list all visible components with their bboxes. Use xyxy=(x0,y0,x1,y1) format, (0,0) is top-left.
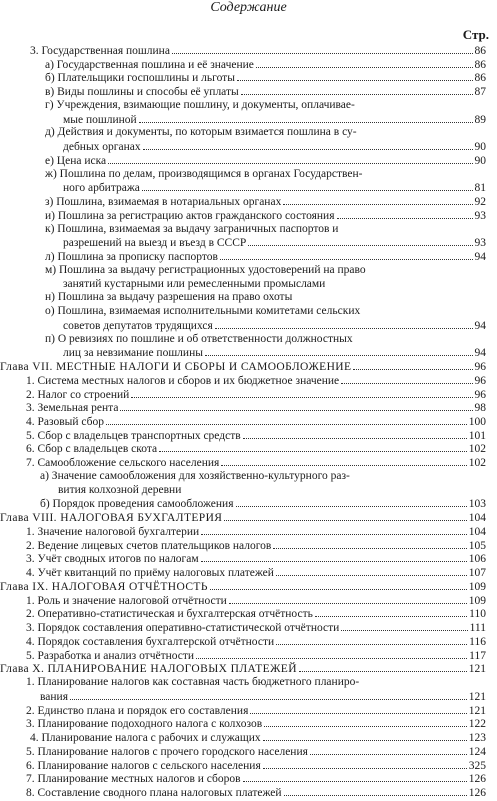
entry-title: 5. Сбор с владельцев транспортных средств xyxy=(26,430,241,442)
chapter-title: Глава IX. НАЛОГОВАЯ ОТЧЁТНОСТЬ xyxy=(0,581,208,593)
leader-dots xyxy=(248,235,472,246)
entry-title: лиц за невзимание пошлины xyxy=(63,347,203,359)
page-number: 98 xyxy=(474,402,486,414)
page-column-label: Стр. xyxy=(462,27,489,42)
toc-entry xyxy=(26,524,486,539)
entry-title: 3. Земельная рента xyxy=(26,402,119,414)
page-number: 92 xyxy=(474,196,486,208)
leader-dots xyxy=(256,57,473,68)
leader-dots xyxy=(263,758,467,769)
entry-title: 6. Планирование налогов с сельского населения xyxy=(26,760,261,772)
leader-dots xyxy=(201,551,467,562)
page-number: 86 xyxy=(474,45,486,57)
leader-dots xyxy=(172,43,473,54)
entry-title-continued: о) Пошлина, взимаемая исполнительными комитетами сельских xyxy=(45,305,361,317)
page-number: 116 xyxy=(469,636,486,648)
toc-entry xyxy=(26,634,486,649)
page-column-label-row xyxy=(0,27,497,42)
page-number: 94 xyxy=(474,320,486,332)
leader-dots xyxy=(264,716,467,727)
leader-dots xyxy=(276,634,467,645)
entry-title: 4. Планирование налога с рабочих и служащих xyxy=(30,732,261,744)
toc-row xyxy=(0,689,497,704)
entry-title: 2. Ведение лицевых счетов плательщиков налогов xyxy=(26,540,272,552)
page-number: 126 xyxy=(468,787,486,799)
toc-row xyxy=(0,441,497,456)
toc-row xyxy=(0,153,497,168)
leader-dots xyxy=(341,373,472,384)
entry-title: вития колхозной деревни xyxy=(58,484,182,496)
entry-title-continued: ж) Пошлина по делам, производящимся в органах Государствен- xyxy=(45,168,363,180)
chapter-heading-row xyxy=(0,661,497,676)
page-number: 102 xyxy=(468,457,486,469)
leader-dots xyxy=(273,538,466,549)
toc-entry xyxy=(30,730,486,745)
entry-title: а) Государственная пошлина и её значение xyxy=(45,59,254,71)
leader-dots xyxy=(224,510,466,521)
toc-entry xyxy=(26,771,486,786)
leader-dots xyxy=(142,180,473,191)
entry-title: 4. Разовый сбор xyxy=(26,416,105,428)
entry-title-continued: г) Учреждения, взимающие пошлину, и документы, оплачивае- xyxy=(45,99,355,111)
page-number: 107 xyxy=(468,567,486,579)
chapter-title: Глава VII. МЕСТНЫЕ НАЛОГИ И СБОРЫ И САМООБЛОЖЕНИЕ xyxy=(0,361,352,373)
page-number: 102 xyxy=(468,443,486,455)
page-number: 93 xyxy=(474,237,486,249)
toc-entry xyxy=(45,249,486,264)
toc-entry xyxy=(26,785,486,800)
leader-dots xyxy=(108,153,472,164)
page-number: 103 xyxy=(468,498,486,510)
toc-entry xyxy=(63,318,486,333)
entry-title: мые пошлиной xyxy=(63,114,137,126)
toc-entry xyxy=(63,235,486,250)
entry-title: 2. Налог со строений xyxy=(26,389,130,401)
toc-entry xyxy=(40,496,486,511)
entry-title: 4. Порядок составления бухгалтерской отчётности xyxy=(26,636,275,648)
page-number: 81 xyxy=(474,182,486,194)
toc-row xyxy=(0,716,497,731)
page-number: 96 xyxy=(474,389,486,401)
page-number: 325 xyxy=(468,760,486,772)
leader-dots xyxy=(337,208,473,219)
entry-title: 2. Оперативно-статистическая и бухгалтерская отчётность xyxy=(26,608,313,620)
page-number: 124 xyxy=(468,746,486,758)
toc-entry xyxy=(40,689,486,704)
toc-row xyxy=(0,634,497,649)
toc-entry xyxy=(30,43,486,58)
leader-dots xyxy=(196,648,467,659)
leader-dots xyxy=(120,400,472,411)
toc-row xyxy=(0,785,497,800)
entry-title: 7. Планирование местных налогов и сборов xyxy=(26,773,241,785)
entry-title: 3. Учёт сводных итогов по налогам xyxy=(26,553,199,565)
toc-entry xyxy=(26,414,486,429)
leader-dots xyxy=(70,689,467,700)
toc-row xyxy=(0,524,497,539)
entry-title: советов депутатов трудящихся xyxy=(63,320,213,332)
entry-title-continued: м) Пошлина за выдачу регистрационных удостоверений на право xyxy=(45,264,366,276)
leader-dots xyxy=(341,620,467,631)
toc-entry xyxy=(63,139,486,154)
page-number: 126 xyxy=(468,773,486,785)
entry-title: 5. Планирование налогов с прочего городского населения xyxy=(26,746,308,758)
toc-row xyxy=(0,249,497,264)
page-number: 121 xyxy=(468,691,486,703)
toc-row xyxy=(0,620,497,635)
toc-entry xyxy=(26,606,486,621)
leader-dots xyxy=(243,771,467,782)
toc-row xyxy=(0,194,497,209)
page-number: 104 xyxy=(468,512,486,524)
page-number: 106 xyxy=(468,553,486,565)
page-number: 94 xyxy=(474,251,486,263)
entry-title: вания xyxy=(40,691,68,703)
entry-title-continued: 1. Планирование налогов как составная часть бюджетного планиро- xyxy=(26,676,360,688)
toc-row xyxy=(0,675,497,690)
toc-row xyxy=(0,70,497,85)
toc-entry xyxy=(26,744,486,759)
toc-entry xyxy=(26,400,486,415)
toc-row xyxy=(0,84,497,99)
toc-row xyxy=(0,43,497,58)
toc-entry xyxy=(26,620,486,635)
entry-title: е) Цена иска xyxy=(45,155,107,167)
page-number: 90 xyxy=(474,155,486,167)
leader-dots xyxy=(106,414,467,425)
entry-title: в) Виды пошлины и способы её уплаты xyxy=(45,86,239,98)
toc-entry xyxy=(45,194,486,209)
toc-entry xyxy=(45,208,486,223)
entry-title: 2. Единство плана и порядок его составления xyxy=(26,705,249,717)
toc-row xyxy=(0,771,497,786)
page-title: Содержание xyxy=(210,0,287,15)
entry-title: ного арбитража xyxy=(63,182,140,194)
toc-row xyxy=(0,744,497,759)
toc-row xyxy=(0,606,497,621)
entry-title-continued: к) Пошлина, взимаемая за выдачу заграничных паспортов и xyxy=(45,223,339,235)
toc-row xyxy=(0,469,497,484)
leader-dots xyxy=(201,524,467,535)
page-number: 96 xyxy=(474,375,486,387)
chapter-entry xyxy=(0,510,486,525)
leader-dots xyxy=(263,730,467,741)
toc-entry xyxy=(45,153,486,168)
page-number: 121 xyxy=(468,705,486,717)
toc-row xyxy=(0,180,497,195)
leader-dots xyxy=(220,249,473,260)
entry-title: и) Пошлина за регистрацию актов гражданского состояния xyxy=(45,210,335,222)
leader-dots xyxy=(299,661,467,672)
chapter-heading-row xyxy=(0,579,497,594)
toc-entry xyxy=(26,565,486,580)
toc-entry xyxy=(63,180,486,195)
entry-title: 8. Составление сводного плана налоговых платежей xyxy=(26,787,282,799)
toc-row xyxy=(0,304,497,319)
entry-title: разрешений на выезд и въезд в СССР xyxy=(63,237,247,249)
leader-dots xyxy=(215,318,473,329)
leader-dots xyxy=(243,428,467,439)
entry-title: з) Пошлина, взимаемая в нотариальных органах xyxy=(45,196,282,208)
entry-title: занятий кустарными или ремесленными промыслами xyxy=(63,278,326,290)
entry-title: н) Пошлина за выдачу разрешения на право охоты xyxy=(45,291,293,303)
entry-title: 3. Государственная пошлина xyxy=(30,45,170,57)
toc-entry xyxy=(26,455,486,470)
page-number: 122 xyxy=(468,718,486,730)
page-number: 93 xyxy=(474,210,486,222)
toc-row xyxy=(0,125,497,140)
toc-row xyxy=(0,318,497,333)
page-number: 87 xyxy=(474,86,486,98)
toc-row xyxy=(0,565,497,580)
chapter-entry xyxy=(0,661,486,676)
page-number: 109 xyxy=(468,581,486,593)
toc-entry xyxy=(26,551,486,566)
page-header xyxy=(0,0,497,15)
entry-title: 3. Планирование подоходного налога с колхозов xyxy=(26,718,263,730)
page-number: 89 xyxy=(474,114,486,126)
toc-row xyxy=(0,373,497,388)
entry-title: б) Порядок проведения самообложения xyxy=(40,498,234,510)
leader-dots xyxy=(353,359,472,370)
leader-dots xyxy=(310,744,467,755)
page-number: 109 xyxy=(468,595,486,607)
entry-title: дебных органах xyxy=(63,141,141,153)
toc-row xyxy=(0,730,497,745)
page-number: 96 xyxy=(474,361,486,373)
toc-row xyxy=(0,400,497,415)
page-number: 117 xyxy=(469,650,486,662)
toc-entry xyxy=(26,373,486,388)
toc-row xyxy=(0,98,497,113)
entry-title: 3. Порядок составления оперативно-статистической отчётности xyxy=(26,622,340,634)
entry-title-continued: п) О ревизиях по пошлине и об ответственности должностных xyxy=(45,333,353,345)
toc-row xyxy=(0,551,497,566)
entry-title: б) Плательщики госпошлины и льготы xyxy=(45,72,235,84)
page-number: 90 xyxy=(474,141,486,153)
entry-title-continued: д) Действия и документы, по которым взимается пошлина в су- xyxy=(45,126,357,138)
entry-title: 1. Система местных налогов и сборов и их бюджетное значение xyxy=(26,375,340,387)
chapter-title: Глава X. ПЛАНИРОВАНИЕ НАЛОГОВЫХ ПЛАТЕЖЕЙ xyxy=(0,663,297,675)
leader-dots xyxy=(131,387,472,398)
chapter-heading-row xyxy=(0,359,497,374)
toc-row xyxy=(0,345,497,360)
leader-dots xyxy=(284,785,467,796)
leader-dots xyxy=(221,455,466,466)
page-number: 121 xyxy=(468,663,486,675)
chapter-title: Глава VIII. НАЛОГОВАЯ БУХГАЛТЕРИЯ xyxy=(0,512,223,524)
toc-row xyxy=(0,496,497,511)
page-number: 104 xyxy=(468,526,486,538)
leader-dots xyxy=(139,112,473,123)
leader-dots xyxy=(250,703,466,714)
toc-entry xyxy=(26,716,486,731)
entry-title: 1. Роль и значение налоговой отчётности xyxy=(26,595,227,607)
leader-dots xyxy=(236,496,467,507)
leader-dots xyxy=(276,565,467,576)
page-number: 105 xyxy=(468,540,486,552)
toc-entry xyxy=(45,84,486,99)
page-number: 123 xyxy=(468,732,486,744)
toc-entry xyxy=(63,345,486,360)
chapter-heading-row xyxy=(0,510,497,525)
entry-title: 1. Значение налоговой бухгалтерии xyxy=(26,526,200,538)
leader-dots xyxy=(241,84,473,95)
leader-dots xyxy=(315,606,467,617)
entry-title: 4. Учёт квитанций по приёму налоговых платежей xyxy=(26,567,274,579)
leader-dots xyxy=(205,345,473,356)
toc-row xyxy=(0,290,497,305)
toc-entry xyxy=(45,70,486,85)
leader-dots xyxy=(283,194,472,205)
toc-entry xyxy=(26,441,486,456)
entry-title: л) Пошлина за прописку паспортов xyxy=(45,251,218,263)
entry-title: 7. Самообложение сельского населения xyxy=(26,457,220,469)
page-number: 86 xyxy=(474,59,486,71)
leader-dots xyxy=(159,441,467,452)
entry-title-continued: а) Значение самообложения для хозяйственно-культурного раз- xyxy=(40,470,350,482)
toc-row xyxy=(0,235,497,250)
chapter-entry xyxy=(0,359,486,374)
leader-dots xyxy=(210,579,467,590)
page-number: 100 xyxy=(468,416,486,428)
leader-dots xyxy=(143,139,473,150)
toc-row xyxy=(0,263,497,278)
page-number: 110 xyxy=(469,608,486,620)
page-number: 101 xyxy=(468,430,486,442)
entry-title: 6. Сбор с владельцев скота xyxy=(26,443,158,455)
toc-row xyxy=(0,455,497,470)
leader-dots xyxy=(229,593,467,604)
toc-row xyxy=(0,414,497,429)
page-number: 111 xyxy=(469,622,486,634)
leader-dots xyxy=(237,70,473,81)
page-number: 94 xyxy=(474,347,486,359)
page-number: 86 xyxy=(474,72,486,84)
chapter-entry xyxy=(0,579,486,594)
entry-title: 5. Разработка и анализ отчётности xyxy=(26,650,195,662)
toc-row xyxy=(0,208,497,223)
toc-row xyxy=(0,139,497,154)
